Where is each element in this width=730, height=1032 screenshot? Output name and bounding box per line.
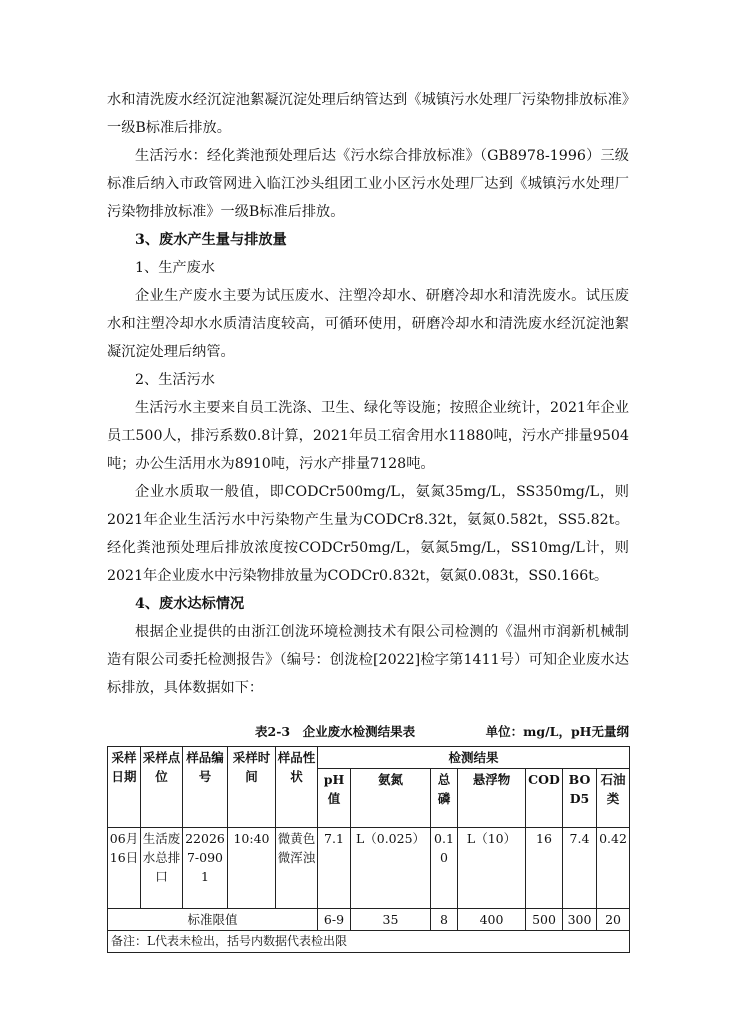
cell-location: 生活废水总排口 — [141, 828, 183, 909]
limit-tp: 8 — [431, 909, 458, 931]
header-time: 采样时间 — [228, 747, 276, 828]
cell-sample-no: 220267-0901 — [183, 828, 228, 909]
cell-ph: 7.1 — [318, 828, 351, 909]
table-limit-row — [108, 909, 630, 931]
header-ph: pH值 — [318, 769, 351, 828]
table-unit: 单位：mg/L，pH无量纲 — [485, 724, 629, 739]
paragraph-pollutant-load: 企业水质取一般值，即CODCr500mg/L，氨氮35mg/L，SS350mg/L，则2021年企业生活污水中污染物产生量为CODCr8.32t，氨氮0.582t，SS5.82t。经化粪池预处理后排放浓度按CODCr50mg/L，氨氮5mg/L，SS10mg/L计，则2021年企业废水中污染物排放量为CODCr0.832t，氨氮0.083t，SS0.166t。 — [107, 484, 629, 584]
header-oil: 石油类 — [597, 769, 630, 828]
cell-cod: 16 — [526, 828, 563, 909]
paragraph-domestic-sewage: 生活污水：经化粪池预处理后达《污水综合排放标准》（GB8978-1996）三级标准后纳入市政管网进入临江沙头组团工业小区污水处理厂达到《城镇污水处理厂污染物排放标准》一级B标准后排放。 — [107, 148, 629, 220]
limit-ss: 400 — [458, 909, 526, 931]
table-title: 表2-3 企业废水检测结果表 — [255, 724, 416, 739]
subheading-production: 1、生产废水 — [135, 260, 215, 276]
limit-oil: 20 — [597, 909, 630, 931]
cell-time: 10:40 — [228, 828, 276, 909]
wastewater-results-table — [107, 746, 630, 953]
header-sample-no: 样品编号 — [183, 747, 228, 828]
limit-ph: 6-9 — [318, 909, 351, 931]
header-location: 采样点位 — [141, 747, 183, 828]
section-heading-4: 4、废水达标情况 — [135, 596, 245, 612]
cell-date: 06月16日 — [108, 828, 141, 909]
table-note: 备注：L代表未检出，括号内数据代表检出限 — [108, 931, 630, 953]
header-bod: BOD5 — [563, 769, 597, 828]
section-heading-3: 3、废水产生量与排放量 — [135, 232, 287, 248]
limit-cod: 500 — [526, 909, 563, 931]
table-note-row — [108, 931, 630, 953]
cell-tp: 0.10 — [431, 828, 458, 909]
header-ss: 悬浮物 — [458, 769, 526, 828]
limit-ammonia: 35 — [351, 909, 431, 931]
header-tp: 总磷 — [431, 769, 458, 828]
paragraph-domestic-volume: 生活污水主要来自员工洗涤、卫生、绿化等设施；按照企业统计，2021年企业员工500人，排污系数0.8计算，2021年员工宿舍用水11880吨，污水产排量9504吨；办公生活用水为8910吨，污水产排量7128吨。 — [107, 400, 629, 472]
cell-ss: L（10） — [458, 828, 526, 909]
table-header-row-1 — [108, 747, 630, 769]
subheading-domestic: 2、生活污水 — [135, 372, 215, 388]
limit-label: 标准限值 — [108, 909, 318, 931]
table-row — [108, 828, 630, 909]
paragraph-production-wastewater: 企业生产废水主要为试压废水、注塑冷却水、研磨冷却水和清洗废水。试压废水和注塑冷却水水质清洁度较高，可循环使用，研磨冷却水和清洗废水经沉淀池絮凝沉淀处理后纳管。 — [107, 288, 629, 360]
header-date: 采样日期 — [108, 747, 141, 828]
header-cod: COD — [526, 769, 563, 828]
limit-bod: 300 — [563, 909, 597, 931]
header-results: 检测结果 — [318, 747, 630, 769]
header-ammonia: 氨氮 — [351, 769, 431, 828]
cell-character: 微黄色微浑浊 — [276, 828, 318, 909]
cell-bod: 7.4 — [563, 828, 597, 909]
header-character: 样品性状 — [276, 747, 318, 828]
paragraph-wastewater-standard: 水和清洗废水经沉淀池絮凝沉淀处理后纳管达到《城镇污水处理厂污染物排放标准》一级B标准后排放。 — [107, 92, 629, 136]
table-caption — [107, 719, 629, 743]
cell-oil: 0.42 — [597, 828, 630, 909]
body-text — [107, 86, 629, 702]
cell-ammonia: L（0.025） — [351, 828, 431, 909]
paragraph-compliance: 根据企业提供的由浙江创泷环境检测技术有限公司检测的《温州市润新机械制造有限公司委托检测报告》（编号：创泷检[2022]检字第1411号）可知企业废水达标排放，具体数据如下： — [107, 624, 629, 696]
